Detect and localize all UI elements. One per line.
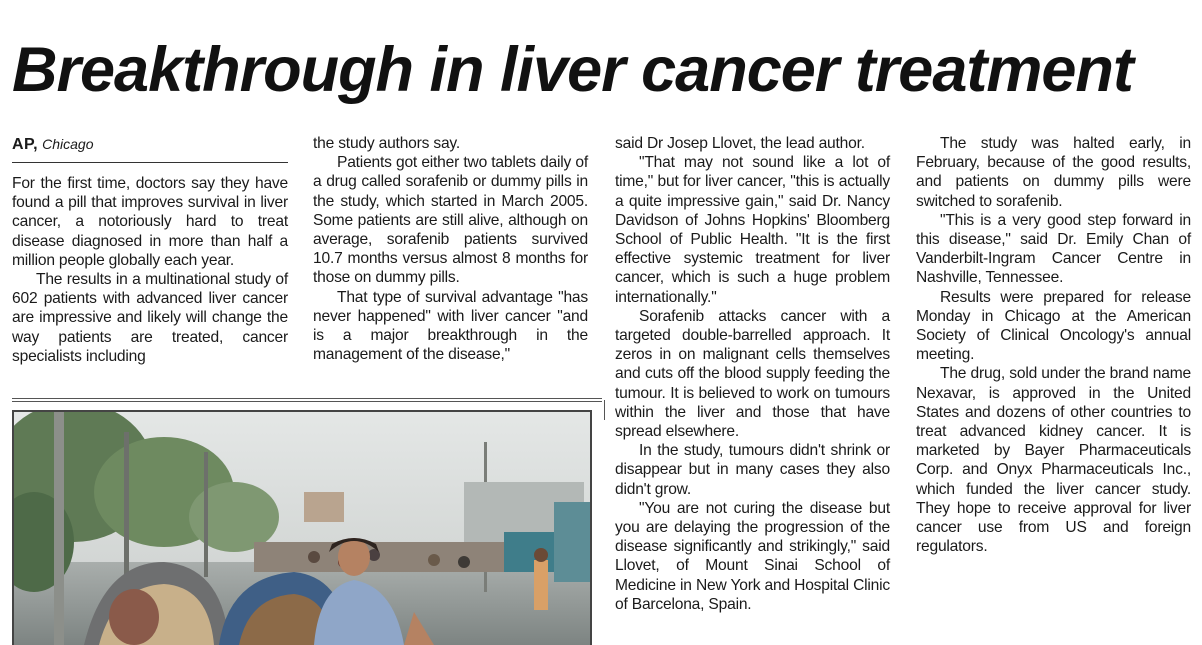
paragraph: The study was halted early, in February, because of the good results, and patients on dummy pills were switched to sorafenib.: [916, 135, 1191, 210]
article-column-1: [12, 174, 288, 366]
byline-rule: [12, 162, 288, 163]
headline: Breakthrough in liver cancer treatment: [12, 35, 1133, 105]
paragraph: For the first time, doctors say they have found a pill that improves survival in liver cancer, a notoriously hard to treat disease diagnosed in more than half a million people globally each year.: [12, 175, 288, 269]
paragraph: That type of survival advantage "has never happened" with liver cancer "and is a major breakthrough in the management of the disease,": [313, 288, 588, 364]
paragraph: Sorafenib attacks cancer with a targeted double-barrelled approach. It zeros in on malignant cells themselves and cuts off the blood supply feeding the tumour. It is believed to work on tumours within the liver and those that have spread elsewhere.: [615, 307, 890, 441]
paragraph: "This is a very good step forward in this disease," said Dr. Emily Chan of Vanderbilt-Ingram Cancer Centre in Nashville, Tennessee.: [916, 211, 1191, 287]
paragraph: the study authors say.: [313, 135, 460, 152]
article-column-4: [916, 134, 1191, 556]
street-photo: [12, 410, 592, 645]
paragraph: "You are not curing the disease but you are delaying the progression of the disease significantly and strikingly," said Llovet, of Mount Sinai School of Medicine in New York and Hospital Clinic of Barcelona, Spain.: [615, 499, 890, 613]
article-column-2: [313, 134, 588, 364]
paragraph: In the study, tumours didn't shrink or disappear but in many cases they also didn't grow.: [615, 442, 890, 498]
paragraph: Patients got either two tablets daily of a drug called sorafenib or dummy pills in the study, which started in March 2005. Some patients are still alive, although on average, sorafenib patients survived 10.7 months versus almost 8 months for those on dummy pills.: [313, 154, 588, 287]
paragraph: The drug, sold under the brand name Nexavar, is approved in the United States and dozens of other countries to treat advanced kidney cancer. It is marketed by Bayer Pharmaceuticals Corp. and Onyx Pharmaceuticals Inc., which funded the liver cancer study. They hope to receive approval for liver cancer use from US and foreign regulators.: [916, 365, 1191, 556]
byline: [12, 134, 288, 155]
byline-agency: AP,: [12, 136, 39, 153]
article-column-3: [615, 134, 890, 614]
paragraph: "That may not sound like a lot of time," but for liver cancer, "this is actually a quite impressive gain," said Dr. Nancy Davidson of Johns Hopkins' Bloomberg School of Public Health. "It is the first effective systemic treatment for liver cancer, which is such a huge problem internationally.": [615, 154, 890, 306]
photo-top-rule: [12, 398, 602, 402]
paragraph: The results in a multinational study of 602 patients with advanced liver cancer are impressive and likely will change the way patients are treated, cancer specialists including: [12, 271, 288, 365]
paragraph: said Dr Josep Llovet, the lead author.: [615, 135, 865, 152]
byline-city: Chicago: [42, 136, 94, 152]
street-scene-illustration: [14, 412, 590, 645]
paragraph: Results were prepared for release Monday in Chicago at the American Society of Clinical Oncology's annual meeting.: [916, 288, 1191, 364]
column-divider: [604, 400, 605, 420]
